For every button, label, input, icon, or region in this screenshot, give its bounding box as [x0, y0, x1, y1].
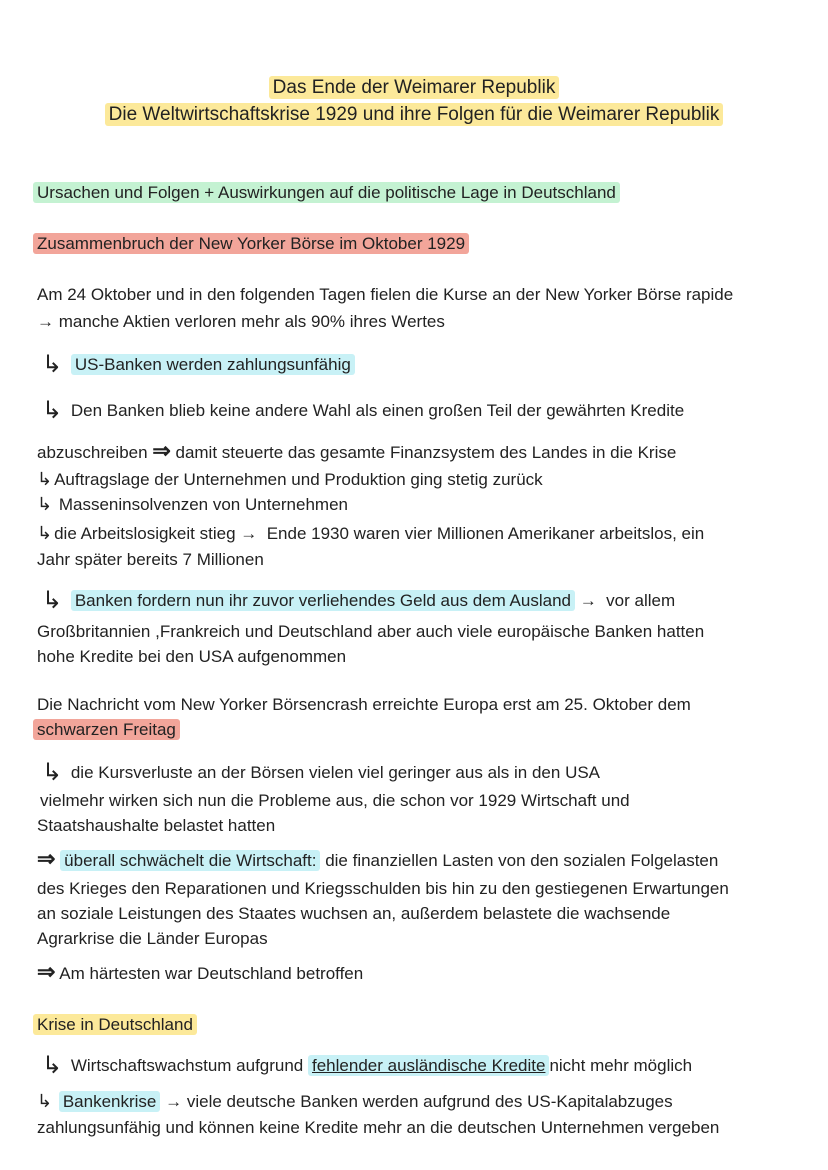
bank-crisis-line-1: ↳ Bankenkrise → viele deutsche Banken werden aufgrund des US-Kapitalabzuges — [37, 1091, 673, 1111]
banks-writeoff-line-2: abzuschreiben ⇒ damit steuerte das gesamte Finanzsystem des Landes in die Krise — [37, 438, 677, 463]
weak-economy-line-1: ⇒ überall schwächelt die Wirtschaft: die finanziellen Lasten von den sozialen Folgelasten — [37, 846, 719, 871]
germany-hit-line: ⇒ Am härtesten war Deutschland betroffen — [37, 959, 364, 984]
title-line-1: Das Ende der Weimarer Republik — [0, 76, 828, 100]
bank-crisis-line-2: zahlungsunfähig und können keine Kredite mehr an die deutschen Unternehmen vergeben — [37, 1118, 720, 1137]
problems-line-1: vielmehr wirken sich nun die Probleme aus, die schon vor 1929 Wirtschaft und — [40, 791, 630, 810]
heading-crash: Zusammenbruch der New Yorker Börse im Oktober 1929 — [33, 233, 469, 255]
heading-germany: Krise in Deutschland — [33, 1014, 197, 1036]
right-arrow-icon: → — [579, 591, 597, 610]
banks-demand-line-1: ↳ Banken fordern nun ihr zuvor verliehendes Geld aus dem Ausland → vor allem — [42, 587, 676, 614]
mass-insolvency-line: ↳ Masseninsolvenzen von Unternehmen — [37, 494, 348, 514]
losses-line: ↳ die Kursverluste an der Börsen vielen viel geringer aus als in den USA — [42, 759, 601, 786]
europe-line-1: Die Nachricht vom New Yorker Börsencrash erreichte Europa erst am 25. Oktober dem — [37, 695, 691, 714]
orders-decline-line: ↳ Auftragslage der Unternehmen und Produktion ging stetig zurück — [37, 469, 543, 489]
unemployment-line-1: ↳ die Arbeitslosigkeit stieg → Ende 1930 waren vier Millionen Amerikaner arbeitslos, ein — [37, 523, 705, 543]
right-arrow-icon: → — [37, 312, 54, 331]
heading-causes: Ursachen und Folgen + Auswirkungen auf die politische Lage in Deutschland — [33, 182, 620, 204]
p1-line-2: → manche Aktien verloren mehr als 90% ihres Wertes — [37, 312, 445, 331]
problems-line-2: Staatshaushalte belastet hatten — [37, 816, 276, 835]
growth-line: ↳ Wirtschaftswachstum aufgrund fehlender ausländische Kredite nicht mehr möglich — [42, 1052, 693, 1079]
weak-economy-line-4: Agrarkrise die Länder Europas — [37, 929, 268, 948]
hook-arrow-icon: ↳ — [37, 469, 53, 489]
weak-economy-line-2: des Krieges den Reparationen und Kriegsschulden bis hin zu den gestiegenen Erwartungen — [37, 879, 729, 898]
hook-arrow-icon: ↳ — [42, 351, 63, 378]
weak-economy-line-3: an soziale Leistungen des Staates wuchsen an, außerdem belastete die wachsende — [37, 904, 671, 923]
black-friday-line: schwarzen Freitag — [33, 719, 180, 741]
hook-arrow-icon: ↳ — [42, 587, 63, 614]
double-arrow-icon: ⇒ — [37, 846, 56, 871]
banks-insolvent-line: ↳ US-Banken werden zahlungsunfähig — [42, 354, 355, 376]
hook-arrow-icon: ↳ — [37, 494, 53, 514]
unemployment-line-2: Jahr später bereits 7 Millionen — [37, 550, 264, 569]
hook-arrow-icon: ↳ — [37, 523, 53, 543]
banks-writeoff-line-1: ↳ Den Banken blieb keine andere Wahl als einen großen Teil der gewährten Kredite — [42, 397, 685, 424]
double-arrow-icon: ⇒ — [152, 438, 171, 463]
hook-arrow-icon: ↳ — [42, 1052, 63, 1079]
title-line-2: Die Weltwirtschaftskrise 1929 und ihre Folgen für die Weimarer Republik — [0, 103, 828, 127]
right-arrow-icon: → — [240, 524, 258, 543]
p1-line-1: Am 24 Oktober und in den folgenden Tagen fielen die Kurse an der New Yorker Börse rapide — [37, 285, 734, 304]
hook-arrow-icon: ↳ — [42, 397, 63, 424]
banks-demand-line-2: Großbritannien ,Frankreich und Deutschland aber auch viele europäische Banken hatten — [37, 622, 705, 641]
double-arrow-icon: ⇒ — [37, 959, 56, 984]
hook-arrow-icon: ↳ — [37, 1091, 53, 1111]
banks-demand-line-3: hohe Kredite bei den USA aufgenommen — [37, 647, 347, 666]
hook-arrow-icon: ↳ — [42, 759, 63, 786]
right-arrow-icon: → — [165, 1092, 183, 1111]
